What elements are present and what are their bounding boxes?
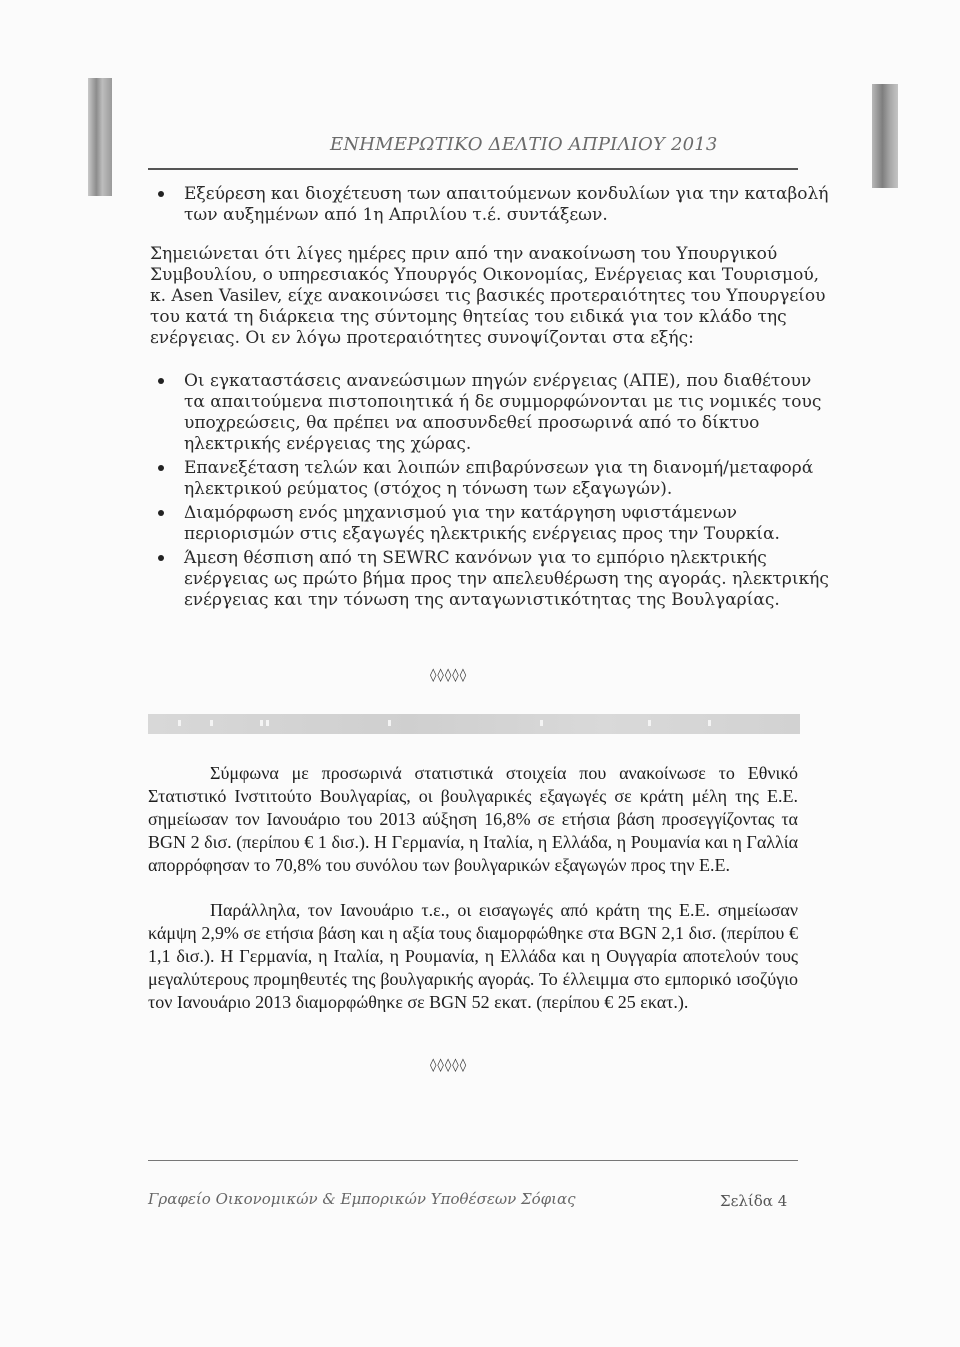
scan-band — [148, 714, 800, 734]
footer-divider — [148, 1160, 798, 1161]
page-number: Σελίδα 4 — [720, 1192, 788, 1210]
bullet-icon — [158, 510, 164, 516]
bullet-icon — [158, 555, 164, 561]
footer-office: Γραφείο Οικονομικών & Εμπορικών Υποθέσεων Σόφιας — [148, 1190, 576, 1208]
bullet-text: Επανεξέταση τελών και λοιπών επιβαρύνσεων για τη διανομή/μεταφορά ηλεκτρικού ρεύματος (στόχος η τόνωση των εξαγωγών). — [184, 458, 814, 499]
list-item — [150, 503, 830, 545]
bullet-icon — [158, 465, 164, 471]
intro-bullet-list — [150, 184, 830, 226]
priorities-list — [150, 371, 830, 611]
list-item — [150, 184, 830, 226]
scan-artifact-left — [88, 78, 112, 196]
list-item — [150, 548, 830, 611]
list-item — [150, 371, 830, 455]
bullet-text: Εξεύρεση και διοχέτευση των απαιτούμενων κονδυλίων για την καταβολή των αυξημένων από 1η Απριλίου τ.έ. συντάξεων. — [184, 184, 829, 225]
list-item — [150, 458, 830, 500]
section-1 — [150, 184, 830, 614]
imports-paragraph: Παράλληλα, τον Ιανουάριο τ.ε., οι εισαγωγές από κράτη της Ε.Ε. σημείωσαν κάμψη 2,9% σε ετήσια βάση και η αξία τους διαμορφώθηκε στα BGN 2,1 δισ. (περίπου € 1,1 δισ.). Η Γερμανία, η Ιταλία, η Ρουμανία, η Ελλάδα και η Ουγγαρία αποτελούν τους μεγαλύτερους προμηθευτές της βουλγαρικής αγοράς. Το έλλειμμα στο εμπορικό ισοζύγιο τον Ιανουάριο 2013 διαμορφώθηκε σε BGN 52 εκατ. (περίπου € 25 εκατ.). — [148, 900, 798, 1012]
bullet-text: Διαμόρφωση ενός μηχανισμού για την κατάργηση υφιστάμενων περιορισμών στις εξαγωγές ηλεκτρικής ενέργειας προς την Τουρκία. — [184, 503, 780, 544]
bullet-icon — [158, 378, 164, 384]
exports-paragraph: Σύμφωνα με προσωρινά στατιστικά στοιχεία που ανακοίνωσε το Εθνικό Στατιστικό Ινστιτούτο Βουλγαρίας, οι βουλγαρικές εξαγωγές σε κράτη μέλη της Ε.Ε. σημείωσαν τον Ιανουάριο του 2013 αύξηση 16,8% σε ετήσια βάση προσεγγίζοντας τα BGN 2 δισ. (περίπου € 1 δισ.). Η Γερμανία, η Ιταλία, η Ελλάδα, η Ρουμανία και η Γαλλία απορρόφησαν το 70,8% του συνόλου των βουλγαρικών εξαγωγών προς την Ε.Ε. — [148, 763, 798, 875]
newsletter-header: ΕΝΗΜΕΡΩΤΙΚΟ ΔΕΛΤΙΟ ΑΠΡΙΛΙΟΥ 2013 — [330, 134, 718, 155]
header-divider — [148, 168, 798, 170]
section-2 — [148, 762, 798, 1014]
bullet-icon — [158, 191, 164, 197]
section-separator: ◊◊◊◊◊ — [430, 1058, 468, 1073]
bullet-text: Οι εγκαταστάσεις ανανεώσιμων πηγών ενέργειας (ΑΠΕ), που διαθέτουν τα απαιτούμενα πιστοποιητικά ή δε συμμορφώνονται με τις νομικές τους υποχρεώσεις, θα πρέπει να αποσυνδεθεί προσωρινά από το δίκτυο ηλεκτρικής ενέργειας της χώρας. — [184, 371, 822, 454]
scan-artifact-right — [872, 84, 898, 188]
bullet-text: Άμεση θέσπιση από τη SEWRC κανόνων για το εμπόριο ηλεκτρικής ενέργειας ως πρώτο βήμα προς την απελευθέρωση της αγοράς. ηλεκτρικής ενέργειας και την τόνωση της ανταγωνιστικότητας της Βουλγαρίας. — [184, 548, 829, 610]
priorities-paragraph: Σημειώνεται ότι λίγες ημέρες πριν από την ανακοίνωση του Υπουργικού Συμβουλίου, ο υπηρεσιακός Υπουργός Οικονομίας, Ενέργειας και Τουρισμού, κ. Asen Vasilev, είχε ανακοινώσει τις βασικές προτεραιότητες του Υπουργείου του κατά τη διάρκεια της σύντομης θητείας του ειδικά για τον κλάδο της ενέργειας. Οι εν λόγω προτεραιότητες συνοψίζονται στα εξής: — [150, 244, 826, 348]
section-separator: ◊◊◊◊◊ — [430, 668, 468, 683]
